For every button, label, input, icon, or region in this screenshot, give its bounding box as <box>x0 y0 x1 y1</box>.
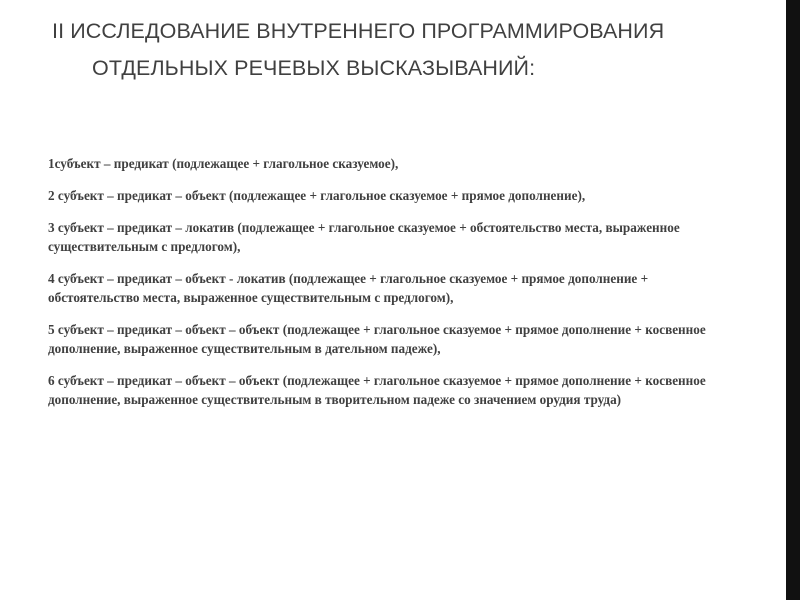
title-line-1: II ИССЛЕДОВАНИЕ ВНУТРЕННЕГО ПРОГРАММИРОВАНИЯ <box>52 19 665 43</box>
list-item: 1субъект – предикат (подлежащее + глагольное сказуемое), <box>48 156 399 171</box>
item-list <box>48 154 708 422</box>
list-item: 3 субъект – предикат – локатив (подлежащее + глагольное сказуемое + обстоятельство места, выраженное существительным с предлогом), <box>48 220 680 254</box>
list-item: 5 субъект – предикат – объект – объект (подлежащее + глагольное сказуемое + прямое дополнение + косвенное дополнение, выраженное существительным в дательном падеже), <box>48 322 706 356</box>
list-item: 2 субъект – предикат – объект (подлежащее + глагольное сказуемое + прямое дополнение), <box>48 188 586 203</box>
title-line-2: ОТДЕЛЬНЫХ РЕЧЕВЫХ ВЫСКАЗЫВАНИЙ: <box>92 56 536 80</box>
list-item: 6 субъект – предикат – объект – объект (подлежащее + глагольное сказуемое + прямое дополнение + косвенное дополнение, выраженное существительным в творительном падеже со значением орудия труда) <box>48 373 706 407</box>
list-item: 4 субъект – предикат – объект - локатив (подлежащее + глагольное сказуемое + прямое дополнение + обстоятельство места, выраженное существительным с предлогом), <box>48 271 649 305</box>
accent-bar <box>786 0 800 600</box>
slide-title <box>52 16 732 84</box>
